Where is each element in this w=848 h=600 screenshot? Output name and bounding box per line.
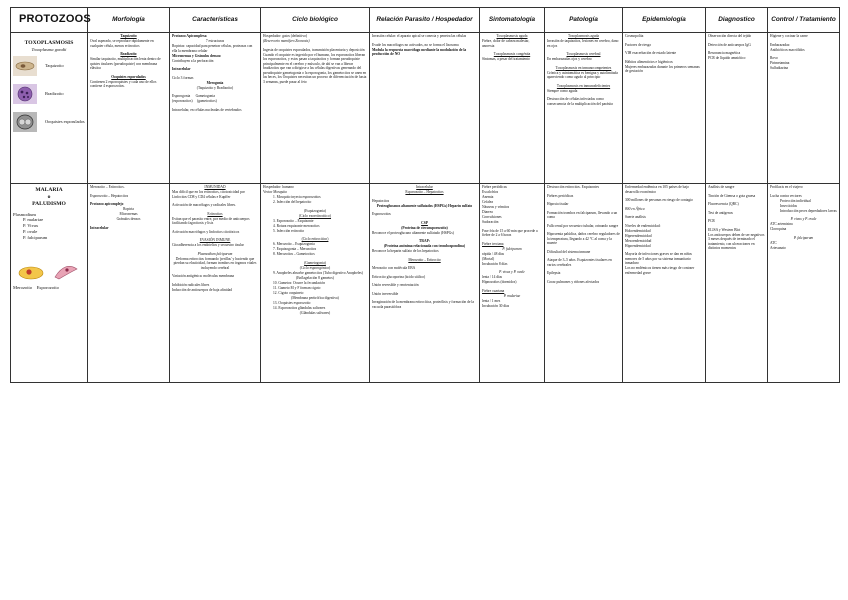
- text-line: Detección de anticuerpos IgG: [708, 42, 751, 47]
- text-line: Esporozoito – Hepatocitos: [90, 193, 129, 198]
- bradizoito-micrograph: [13, 84, 37, 104]
- text-line: Evade los macrófagos no activados, no se forma el lisosoma: [372, 42, 459, 47]
- toxo-ciclo-cell: [261, 33, 370, 184]
- text-line: lenta / 1 mes: [482, 298, 501, 303]
- text-line: Siempre como aguda: [547, 88, 578, 93]
- header-relacion: Relación Parasito / Hospedador: [370, 8, 480, 33]
- text-line: Mesoendemicidad: [625, 238, 652, 243]
- toxo-name: TOXOPLASMOSIS: [24, 40, 74, 46]
- text-line: Epilepsia: [547, 271, 561, 275]
- text-line: Factores de riesgo: [625, 42, 652, 47]
- text-line: Hospedador: humano: [263, 185, 294, 189]
- text-line: Ataque de 3–5 años. Esquizontes tisulares en varios cerebrales: [547, 258, 612, 267]
- text-line: Hipoxemia palúdica, daños cerebro reguladores de la temperatura, llegando a 42 °C al coma y la muerte: [547, 232, 620, 245]
- text-line: Mas difícil que en los eritrocitos, citotoxicidad por Linfocitos CD8 y CD4 células e Kupffer: [172, 190, 245, 199]
- text-line: Hipoxia tisular: [547, 202, 569, 206]
- text-line: Citoadherencia a los endotelios y secuestro tisular: [172, 243, 244, 247]
- header-row: [11, 8, 840, 33]
- text-line: P. vivax y P. ovale: [499, 270, 525, 274]
- text-line: Intracelular: [416, 185, 433, 189]
- text-line: PCR de líquido amniótico: [708, 56, 746, 60]
- text-line: Proteoglucanos altamente sulfatados (HSPGs) Heparin sulfato: [376, 203, 473, 208]
- text-line: Unión reversible y reorientación: [372, 283, 419, 287]
- text-line: Rovo: [770, 56, 778, 60]
- text-line: 6. Merozoito – Esquizogonia: [273, 242, 315, 246]
- text-line: (Reservorio mamífero Zoonosis): [263, 39, 310, 43]
- text-line: Introducción peces depredadores larvas: [780, 208, 837, 213]
- malaria-species: [13, 217, 85, 241]
- species-item: P. ovale: [23, 229, 38, 234]
- image-label-esporozoito: Esporozoito: [36, 284, 59, 290]
- text-line: 12. Cigoto ooquineto: [273, 290, 304, 295]
- text-fragment: (gametocitos): [197, 99, 217, 103]
- text-line: Invasión de taquizoitos, lesiones en cerebro, dano en ojos: [547, 39, 619, 48]
- text-line: Incubación 30 días: [482, 303, 510, 308]
- text-line: (Proteína de circunsporozoito): [401, 225, 448, 230]
- text-line: 300 millones de personas en riesgo de contagio: [625, 198, 693, 202]
- text-line: Cloroquina: [770, 227, 787, 231]
- stage-label-ooquistes: Ooquistes esporulados: [45, 119, 85, 124]
- malaria-caracteristicas-cell: [170, 184, 261, 383]
- text-line: 7. Esquizogonia – Merozoitos: [273, 247, 317, 251]
- text-line: INMUNIDAD: [204, 185, 226, 189]
- text-line: Suerte análisis: [625, 215, 646, 219]
- text-line: Dificultad del sistema inmune: [547, 249, 591, 254]
- text-line: Análisis de sangre: [708, 185, 735, 189]
- text-line: Destrucción eritrocitos. Esquizontes: [547, 185, 599, 189]
- text-line: Fiebres periódicas: [547, 193, 574, 198]
- text-line: Taquizoito: [120, 34, 137, 38]
- text-line: 2. Infección del hepatocito: [273, 200, 312, 204]
- text-line: En embarazadas ojos y cerebro: [547, 57, 592, 61]
- text-line: Observación directa del tejido: [708, 34, 752, 38]
- text-line: Mayoría de infecciones graves se dan en niños menores de 5 años por su sistema inmunitario inmaduro: [625, 252, 692, 265]
- text-line: Lucha contra vectores: [770, 193, 802, 198]
- text-line: 1. Mosquito inyecta esporozoitos: [273, 195, 321, 199]
- text-line: MALARIA: [35, 187, 63, 193]
- text-line: Ooquistes esporulados: [111, 74, 146, 79]
- text-line: lenta / 14 días: [482, 275, 503, 279]
- text-line: Higiene y cocinar la carne: [770, 34, 808, 38]
- text-line: Activación de macrófagos y radicales libres.: [172, 203, 236, 207]
- text-line: Náuseas y vómitos: [482, 205, 510, 209]
- text-line: 4. Rotura esquizonte merozoitos: [273, 223, 320, 228]
- text-line: Toxoplasmosis en inmunodeficientes: [556, 83, 611, 88]
- toxo-stage-bradizoito: [13, 84, 85, 108]
- text-line: 9. Anopheles absorbe gametocitos (Tubo digestivo Anopheles): [273, 270, 363, 275]
- text-line: Similar taquizoito, multiplicación lenta dentro de quistes tisulares (pseudoquiste) con membrana elástica: [90, 57, 161, 70]
- text-line: Modula la respuesta macrófago mediante la modulación de la producción de NO: [372, 47, 467, 56]
- text-line: Pirimetamina: [770, 61, 790, 65]
- toxo-name-cell: [11, 33, 88, 184]
- toxo-sintomatologia-cell: [480, 33, 545, 184]
- stage-label-taquizoito: Taquizoito: [45, 63, 64, 68]
- text-line: Inhibición radicales libres: [172, 282, 210, 287]
- text-line: Los no endémicos tienen más riesgo de contraer enfermedad grave: [625, 266, 695, 275]
- toxo-epidemiologia-cell: [623, 33, 706, 184]
- text-line: Fiebre, dolor de cabeza malestar, anorexia: [482, 39, 530, 48]
- text-line: Invasión celular: el aparato apical se conecta y penetra las células: [372, 34, 467, 38]
- text-line: Cosmopolita: [625, 34, 644, 38]
- text-line: 14. Esporozoitos glándulas salivares: [273, 305, 326, 310]
- text-line: Los anticuerpos deben de ser negativos 3 meses después de terminado el tratamiento, con ulceraciones en distintos momentos: [708, 232, 765, 250]
- text-line: Esporozoito – Hepatocitos: [405, 190, 444, 194]
- text-line: Contribuyen a la perforación: [172, 58, 214, 63]
- text-line: 7 estructuras: [205, 39, 225, 43]
- text-line: Merozoito – Eritrocitos.: [90, 185, 125, 189]
- header-morfologia: Morfología: [88, 8, 170, 33]
- text-line: Diarrea: [482, 210, 493, 214]
- text-line: Test de antígenos: [708, 210, 733, 215]
- text-line: PCR: [708, 219, 715, 223]
- text-line: Variación antigénica: moléculas membrana: [172, 274, 234, 278]
- text-line: Incubación 8 días: [482, 261, 508, 266]
- text-line: (Mortal): [482, 256, 495, 261]
- header-sintomatologia: Sintomatología: [480, 8, 545, 33]
- text-line: Activación macrófagos y linfocitos citotóxicos: [172, 229, 240, 234]
- text-line: Fase fría de 15 a 60 min que procede a fiebre de 2 a 6 horas: [482, 228, 538, 237]
- text-line: Roptria: [123, 207, 134, 211]
- text-line: Hiperendemicidad: [625, 233, 652, 238]
- toxo-caracteristicas-cell: [170, 33, 261, 184]
- text-line: Micronemas: [119, 212, 138, 216]
- text-line: Oval asperado, se reproduce rápidamente en cualquier célula, menos eritrocitos: [90, 39, 154, 48]
- text-line: ELISA y Western Blot: [708, 227, 741, 232]
- text-line: Destrucción de células infectadas como consecuencia de la multiplicación del parásito: [547, 97, 614, 106]
- text-line: Bradizoito: [120, 52, 137, 56]
- toxo-relacion-cell: [370, 33, 480, 184]
- text-line: TRAP:: [419, 239, 430, 243]
- text-line: 8. Merozoitos – Gametocitos: [273, 252, 315, 256]
- text-line: Eritrocitos: [207, 211, 223, 216]
- malaria-sintomatologia-cell: [480, 184, 545, 383]
- text-line: P. malariae: [503, 293, 521, 298]
- text-line: Esporozoitos: [372, 212, 391, 216]
- taquizoito-micrograph: [13, 56, 37, 76]
- text-line: Cefalea: [482, 200, 493, 204]
- text-line: Antibióticos macrólidos: [770, 47, 805, 52]
- toxo-stage-ooquistes: [13, 112, 85, 136]
- text-line: (Enflagelación 8 gametos): [296, 275, 334, 280]
- text-line: 11. Gameto M y F forman cigoto: [273, 285, 321, 290]
- malaria-morfologia-cell: [88, 184, 170, 383]
- text-line: Enfermedad endémica en 105 países de bajo desarrollo económico: [625, 185, 689, 194]
- toxo-stage-taquizoito: [13, 56, 85, 80]
- text-fragment: Gametogonia: [195, 94, 215, 98]
- text-line: Fallo renal por secuestro tubular, orinando sangre: [547, 223, 619, 228]
- text-line: Protección individual: [780, 198, 811, 203]
- text-line: Fiebre periódicas: [482, 185, 507, 189]
- text-line: Toxoplasmosis en inmunocompetentes: [555, 65, 612, 70]
- text-line: rápida / 48 días: [482, 251, 505, 256]
- row-malaria: [11, 184, 840, 383]
- malaria-image-labels: [13, 285, 85, 291]
- text-line: Escalofríos: [482, 190, 499, 194]
- text-line: Ingesta de ooquistes esporulados, transmisión placentaria y deposición: [263, 47, 365, 52]
- text-line: Toxoplasmosis cerebral: [566, 52, 601, 56]
- header-epidemiologia: Epidemiología: [623, 8, 706, 33]
- text-line: (Ciclo exoeritrocitico): [298, 213, 332, 218]
- text-line: Evitan que el parasito entre, por medio de anticuerpos facilitando fagocitosis y lisis: [172, 216, 250, 225]
- text-line: Insecticidas: [780, 203, 797, 208]
- text-line: 10. Gametos: Ocurre la fecundación: [273, 280, 325, 285]
- text-line: Resonancia magnética: [708, 51, 741, 55]
- text-line: Toxoplasmosis congénita: [493, 52, 531, 56]
- header-ciclo: Ciclo biológico: [261, 8, 370, 33]
- malaria-diagnostico-cell: [706, 184, 768, 383]
- plasmodium-illustration: [15, 255, 85, 285]
- text-line: Síntomas, a pesar del tratamiento: [482, 57, 530, 61]
- text-line: Hipoendemicidad: [625, 243, 651, 248]
- page: [10, 7, 839, 383]
- text-line: Sudoración: [482, 220, 499, 224]
- text-line: ATC: [770, 240, 777, 245]
- text-line: (Ciclo eritrocitico): [301, 237, 329, 241]
- text-line: Coraz pulmones y riñones afectados: [547, 279, 600, 284]
- text-line: Eritrocito glucoporina (ácido siálico): [372, 274, 426, 279]
- text-line: Holoendemicidad: [625, 228, 651, 233]
- header-control: Control / Tratamiento: [768, 8, 840, 33]
- text-line: Vector Mosquito: [263, 190, 288, 194]
- text-line: Hepatocitos: [372, 198, 390, 203]
- text-line: Fluorescencia (QBC): [708, 202, 739, 206]
- text-line: P. falciparum: [793, 235, 814, 240]
- text-line: Protozoo Apicomplexa: [172, 34, 207, 38]
- header-patologia: Patología: [545, 8, 623, 33]
- species-item: P. malariae: [23, 217, 44, 222]
- text-line: Intracelular: [90, 225, 109, 230]
- stage-label-bradizoito: Bradizoito: [45, 91, 64, 96]
- text-line: (Glándulas salivares): [299, 310, 331, 315]
- text-line: 3. Esporozoito – Esquizonte: [273, 218, 314, 223]
- text-line: Roptrias: capacidad para penetrar células, proteasas con ella la membrana celular: [172, 44, 253, 53]
- text-line: Formación trombos en falciparum, llevando a un coma: [547, 210, 618, 219]
- text-line: Sulfadiazina: [770, 66, 788, 70]
- text-line: Invaginación de la membrana eritrocítica, proteólisis y formación de la vacuola parasitófora: [372, 300, 474, 309]
- malaria-epidemiologia-cell: [623, 184, 706, 383]
- text-line: Cuando el ooquiste es ingerido por el humano, los esporozoitos liberan los esporozoitos, y estos pasan a taquizoitos y forman pseudoquiste principalmente en el cerebro y músculo, de ahí se van a liberar bradizoitos que van a dirigirse a las células digestivas generando del pseudoquiste gametogonia o la esporogonia, los gametocitos se unen en las heces, los Ooquistes necesitan un proceso de diferenciación de hasta 3 semanas, puede pasar al feto: [263, 52, 367, 84]
- text-line: Unión irreversible: [372, 291, 399, 296]
- text-line: Fiebre terciana: [482, 241, 504, 246]
- text-line: [172, 94, 258, 99]
- text-line: Tinción de Giemsa o gota gruesa: [708, 193, 756, 198]
- malaria-name: [13, 187, 85, 208]
- text-line: (Ciclo esporogónico): [299, 265, 331, 270]
- malaria-relacion-cell: [370, 184, 480, 383]
- malaria-genus: Plasmodium: [13, 211, 36, 217]
- text-fragment: (esporozoitos): [172, 99, 193, 103]
- text-line: VIH exacerbación de estado latente: [625, 51, 677, 55]
- text-line: Mujeres embarazadas durante los primeros semanas de gestación: [625, 64, 700, 73]
- ooquiste-micrograph: [13, 112, 37, 132]
- text-line: Intracelular: [172, 67, 191, 71]
- text-line: Gránulos densos: [116, 217, 141, 221]
- toxo-patologia-cell: [545, 33, 623, 184]
- text-line: [172, 99, 258, 104]
- text-line: Deforma eritrocitos formando 'perillas' y haciendo que pierdan su elasticidad, forman trombos en órganos vitales incluyendo cerebral: [173, 256, 257, 270]
- text-line: PALUDISMO: [32, 201, 66, 207]
- text-line: Embarazadas:: [770, 42, 791, 47]
- text-line: Crónica y asintomática es benigna y autolimitada apareciendo como agudo al principio: [547, 70, 618, 79]
- text-line: Merozoito con molécula EBA: [372, 266, 416, 270]
- table-title: PROTOZOOS: [11, 8, 88, 33]
- text-line: Reconoce la heparin sulfato de los hepatocitos: [372, 249, 439, 253]
- toxo-control-cell: [768, 33, 840, 184]
- toxo-diagnostico-cell: [706, 33, 768, 184]
- image-label-merozoito: Merozoito: [13, 284, 33, 290]
- text-line: Profilaxis en el viajero: [770, 185, 803, 189]
- text-line: CSP: [421, 220, 428, 225]
- text-line: 5. Infección eritrocito: [273, 228, 305, 233]
- row-toxoplasmosis: [11, 33, 840, 184]
- text-line: P. vivax y P. ovale: [790, 217, 817, 221]
- text-line: Hábitos alimenticios e higiénicos: [625, 59, 673, 64]
- text-line: 13. Ooquistes esporozoito: [273, 300, 311, 305]
- text-line: (Esquizogonia): [304, 208, 326, 213]
- text-line: Hospedador: gatos (definitivo): [263, 34, 308, 38]
- text-line: Toxoplasmosis aguda: [496, 34, 528, 38]
- text-line: Anemia: [482, 195, 494, 199]
- text-line: Ciclo 3 formas: [172, 75, 194, 80]
- text-fragment: Esporogonia: [172, 94, 191, 98]
- text-line: Toxoplasmosis aguda: [568, 34, 599, 38]
- malaria-name-cell: [11, 184, 88, 383]
- text-line: Hipnozoítos (dormidos): [482, 280, 517, 284]
- species-item: P. falciparum: [23, 235, 48, 240]
- text-line: o: [47, 194, 51, 200]
- text-line: P. falciparum: [502, 246, 522, 251]
- text-line: Intracelular, en células nucleadas de vertebrados: [172, 107, 242, 112]
- text-line: Protozoo apicomplejo: [90, 202, 124, 206]
- text-line: Micronemas y Gránulos densos:: [172, 53, 222, 58]
- text-line: Fiebre cuartana: [482, 288, 505, 293]
- text-line: Merogonia: [206, 80, 224, 85]
- text-line: Niveles de endemicidad:: [625, 223, 661, 228]
- text-line: Contienen 2 esporoquistes y cada uno de ellos contiene 4 esporozoitos.: [90, 79, 157, 88]
- text-line: EVASIÓN INMUNE: [199, 238, 231, 242]
- text-line: (Taquizoito y Bradizoito): [196, 85, 234, 90]
- malaria-ciclo-cell: [261, 184, 370, 383]
- text-line: Merozoito – Eritrocito: [408, 257, 441, 262]
- header-diagnostico: Diagnostico: [706, 8, 768, 33]
- toxo-morfologia-cell: [88, 33, 170, 184]
- species-item: P. Vivax: [23, 223, 39, 228]
- text-line: Artesunato: [770, 245, 786, 250]
- text-line: ATC artemisina: [770, 222, 793, 226]
- malaria-patologia-cell: [545, 184, 623, 383]
- text-line: (Gametogonia): [304, 260, 326, 265]
- text-line: Convulsiones: [482, 215, 502, 219]
- malaria-control-cell: [768, 184, 840, 383]
- header-caracteristicas: Características: [170, 8, 261, 33]
- text-line: Plasmodium falciparum: [197, 251, 233, 256]
- text-line: Reconoce el proteoglucano altamente sulfatado (HSPGs): [372, 230, 454, 235]
- protozoa-table: [10, 7, 840, 383]
- text-line: (Membrana peritrófica digestiva): [291, 295, 339, 300]
- text-line: 800 en África: [625, 206, 645, 211]
- text-line: (Proteína anónima relacionada con trombospondina): [383, 244, 466, 248]
- text-line: Inducción de anticuerpos de baja afinidad: [172, 287, 232, 292]
- toxo-species: Toxoplasma gondii: [31, 46, 67, 52]
